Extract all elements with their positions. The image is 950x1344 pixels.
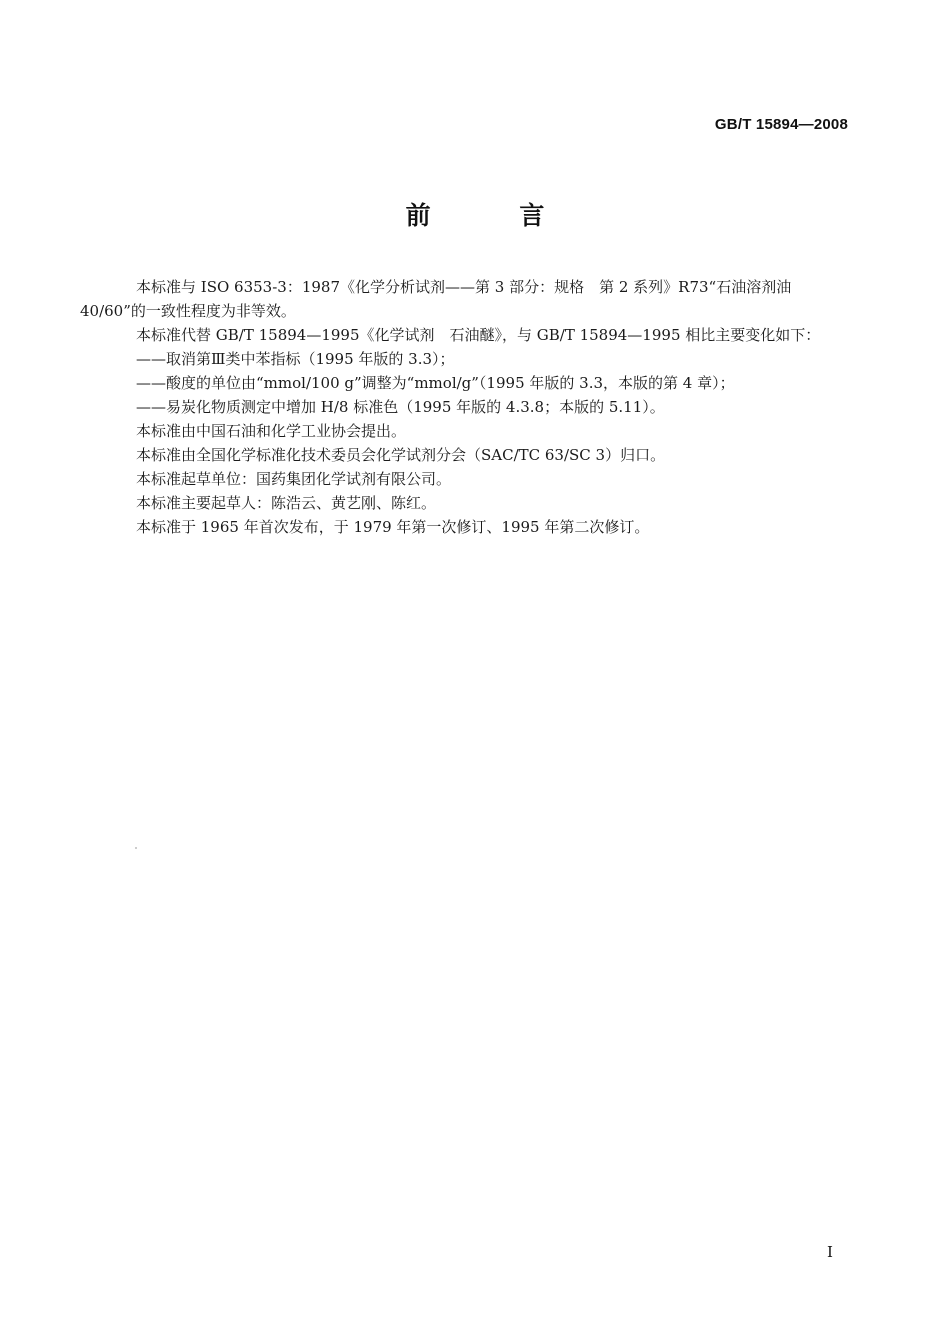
- change-item-3: ——易炭化物质测定中增加 H/8 标准色（1995 年版的 4.3.8；本版的 5.11）。: [136, 398, 665, 416]
- paragraph-drafting-unit: 本标准起草单位：国药集团化学试剂有限公司。: [136, 470, 452, 488]
- paragraph-centralized-by: 本标准由全国化学标准化技术委员会化学试剂分会（SAC/TC 63/SC 3）归口。: [136, 446, 666, 464]
- scan-speck: [135, 847, 137, 849]
- standard-code: GB/T 15894—2008: [714, 116, 848, 133]
- paragraph-equivalence: 本标准与 ISO 6353-3：1987《化学分析试剂——第 3 部分：规格 第 2 系列》R73“石油溶剂油: [136, 278, 792, 296]
- page-number: I: [827, 1243, 833, 1261]
- paragraph-replaces: 本标准代替 GB/T 15894—1995《化学试剂 石油醚》，与 GB/T 15894—1995 相比主要变化如下：: [136, 326, 821, 344]
- foreword-body: [80, 275, 856, 539]
- paragraph-history: 本标准于 1965 年首次发布，于 1979 年第一次修订、1995 年第二次修订。: [136, 518, 650, 536]
- paragraph-proposed-by: 本标准由中国石油和化学工业协会提出。: [136, 422, 407, 440]
- paragraph-equivalence-continued: 40/60”的一致性程度为非等效。: [80, 302, 296, 320]
- page-title: 前 言: [405, 201, 585, 230]
- change-item-1: ——取消第Ⅲ类中苯指标（1995 年版的 3.3）；: [136, 350, 455, 368]
- paragraph-drafters: 本标准主要起草人：陈浩云、黄艺刚、陈红。: [136, 494, 437, 512]
- change-item-2: ——酸度的单位由“mmol/100 g”调整为“mmol/g”（1995 年版的 3.3，本版的第 4 章）；: [136, 374, 735, 392]
